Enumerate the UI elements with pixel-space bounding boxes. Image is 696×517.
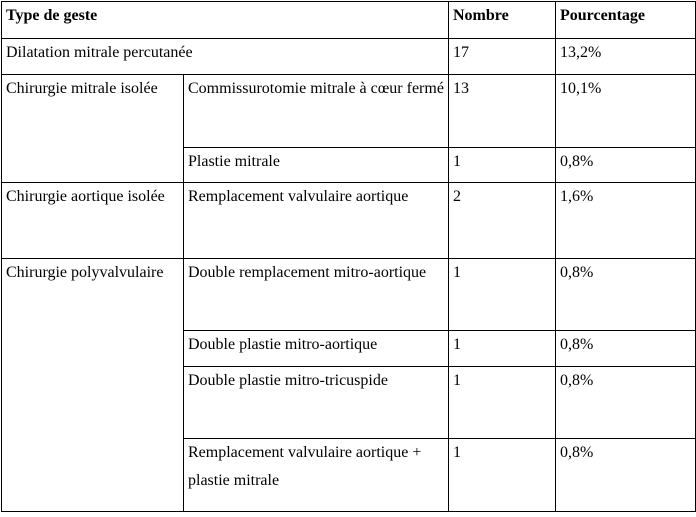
subtype-cell: Commissurotomie mitrale à cœur fermé <box>184 75 449 148</box>
count-cell: 17 <box>449 39 556 75</box>
category-cell: Chirurgie polyvalvulaire <box>2 259 184 512</box>
table-row <box>2 259 696 331</box>
percent-cell: 0,8% <box>556 439 696 512</box>
category-cell: Chirurgie mitrale isolée <box>2 75 184 183</box>
subtype-cell: Double plastie mitro-aortique <box>184 331 449 367</box>
percent-cell: 0,8% <box>556 367 696 439</box>
subtype-cell: Plastie mitrale <box>184 148 449 183</box>
count-cell: 13 <box>449 75 556 148</box>
subtype-cell: Remplacement valvulaire aortique + plastie mitrale <box>184 439 449 512</box>
header-type-de-geste: Type de geste <box>2 2 449 39</box>
header-pourcentage: Pourcentage <box>556 2 696 39</box>
count-cell: 1 <box>449 331 556 367</box>
category-cell: Dilatation mitrale percutanée <box>2 39 449 75</box>
procedures-table <box>1 1 696 512</box>
subtype-cell: Remplacement valvulaire aortique <box>184 183 449 259</box>
count-cell: 1 <box>449 439 556 512</box>
percent-cell: 0,8% <box>556 259 696 331</box>
percent-cell: 10,1% <box>556 75 696 148</box>
subtype-cell: Double plastie mitro-tricuspide <box>184 367 449 439</box>
percent-cell: 1,6% <box>556 183 696 259</box>
table-row <box>2 39 696 75</box>
subtype-cell: Double remplacement mitro-aortique <box>184 259 449 331</box>
count-cell: 1 <box>449 259 556 331</box>
count-cell: 2 <box>449 183 556 259</box>
count-cell: 1 <box>449 148 556 183</box>
percent-cell: 0,8% <box>556 148 696 183</box>
category-cell: Chirurgie aortique isolée <box>2 183 184 259</box>
table-row <box>2 183 696 259</box>
percent-cell: 13,2% <box>556 39 696 75</box>
header-nombre: Nombre <box>449 2 556 39</box>
percent-cell: 0,8% <box>556 331 696 367</box>
table-row <box>2 75 696 148</box>
table-header-row <box>2 2 696 39</box>
count-cell: 1 <box>449 367 556 439</box>
